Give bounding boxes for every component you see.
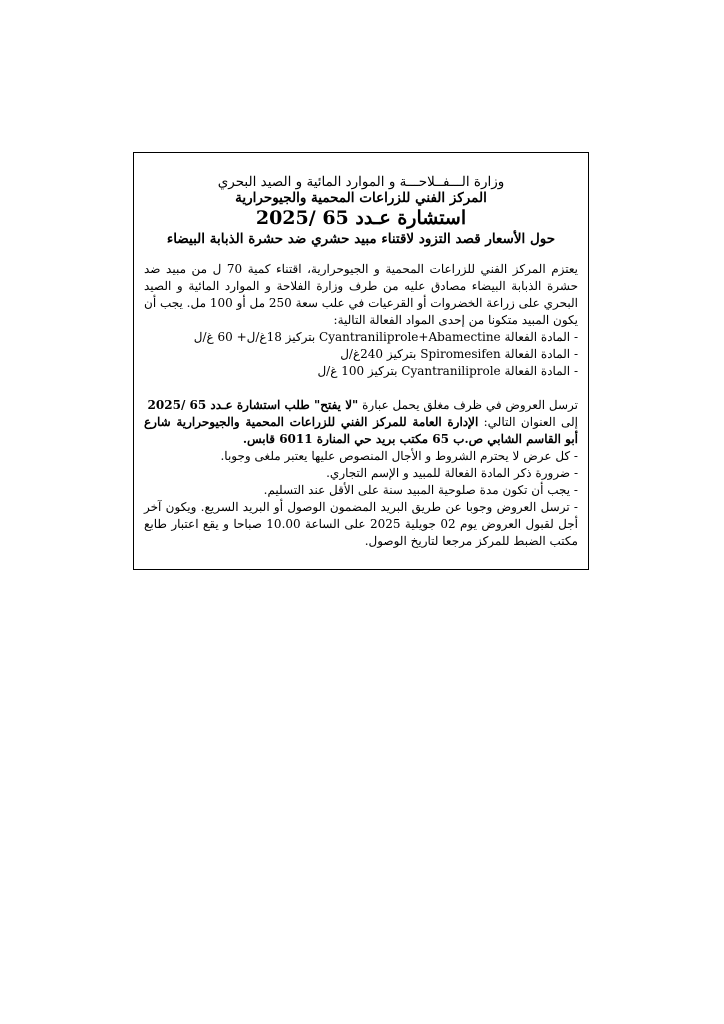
substance-prefix: - المادة الفعالة <box>504 347 578 362</box>
substance-name: Cyantraniliprole+Abamectine <box>319 330 501 345</box>
condition-item: - كل عرض لا يحترم الشروط و الأجال المنصوص عليها يعتبر ملغى وجوبا. <box>220 449 578 464</box>
conditions-list <box>144 448 578 550</box>
substance-prefix: - المادة الفعالة <box>504 330 578 345</box>
center-name: المركز الفني للزراعات المحمية والجيوحرارية <box>235 189 487 206</box>
consultation-subject: حول الأسعار قصد التزود لاقتناء مبيد حشري ضد حشرة الذبابة البيضاء <box>166 230 556 247</box>
section-spacer <box>144 380 578 397</box>
postal-address: الإدارة العامة للمركز الفني للزراعات المحمية والجيوحرارية شارع أبو القاسم الشابي ص.ب 65 مكتب بريد حي المنارة 6011 قابس. <box>144 415 578 447</box>
envelope-text: ترسل العروض في ظرف مغلق يحمل عبارة <box>362 398 578 413</box>
substance-concentration: بتركيز 18غ/ل+ 60 غ/ل <box>193 330 316 345</box>
do-not-open-label: "لا يفتح" طلب استشارة عـدد 65 /2025 <box>147 398 359 413</box>
submission-paragraph <box>144 397 578 448</box>
substance-name: Cyantraniliprole <box>401 364 501 379</box>
active-substances-list <box>144 329 578 380</box>
active-substance-item <box>144 329 578 346</box>
substance-concentration: بتركيز 240غ/ل <box>340 347 417 362</box>
ministry-name: وزارة الـــفــلاحـــة و الموارد المائية و الصيد البحري <box>217 174 505 190</box>
active-substance-item <box>144 363 578 380</box>
condition-item: - ترسل العروض وجوبا عن طريق البريد المضمون الوصول أو البريد السريع. ويكون آخر أجل لقبول العروض يوم 02 جويلية 2025 على الساعة 10.00 صباحا و يقع اعتبار طابع مكتب الضبط للمركز مرجعا لتاريخ الوصول. <box>144 500 578 549</box>
consultation-title: استشارة عـدد 65 /2025 <box>255 207 467 230</box>
active-substance-item <box>144 346 578 363</box>
address-label: إلى العنوان التالي: <box>483 415 578 430</box>
substance-name: Spiromesifen <box>420 347 501 362</box>
condition-item: - ضرورة ذكر المادة الفعالة للمبيد و الإسم التجاري. <box>326 466 578 481</box>
substance-concentration: بتركيز 100 غ/ل <box>317 364 398 379</box>
notice-header <box>144 175 578 247</box>
substance-prefix: - المادة الفعالة <box>504 364 578 379</box>
intro-paragraph: يعتزم المركز الفني للزراعات المحمية و الجيوحرارية، اقتناء كمية 70 ل من مبيد ضد حشرة الذبابة البيضاء مصادق عليه من طرف وزارة الفلاحة و الموارد المائية و الصيد البحري على زراعة الخضروات أو القرعيات في علب سعة 250 مل أو 100 مل. يجب أن يكون المبيد متكونا من إحدى المواد الفعالة التالية: <box>144 262 579 328</box>
condition-item: - يجب أن تكون مدة صلوحية المبيد سنة على الأقل عند التسليم. <box>263 483 578 498</box>
consultation-notice <box>133 152 589 570</box>
